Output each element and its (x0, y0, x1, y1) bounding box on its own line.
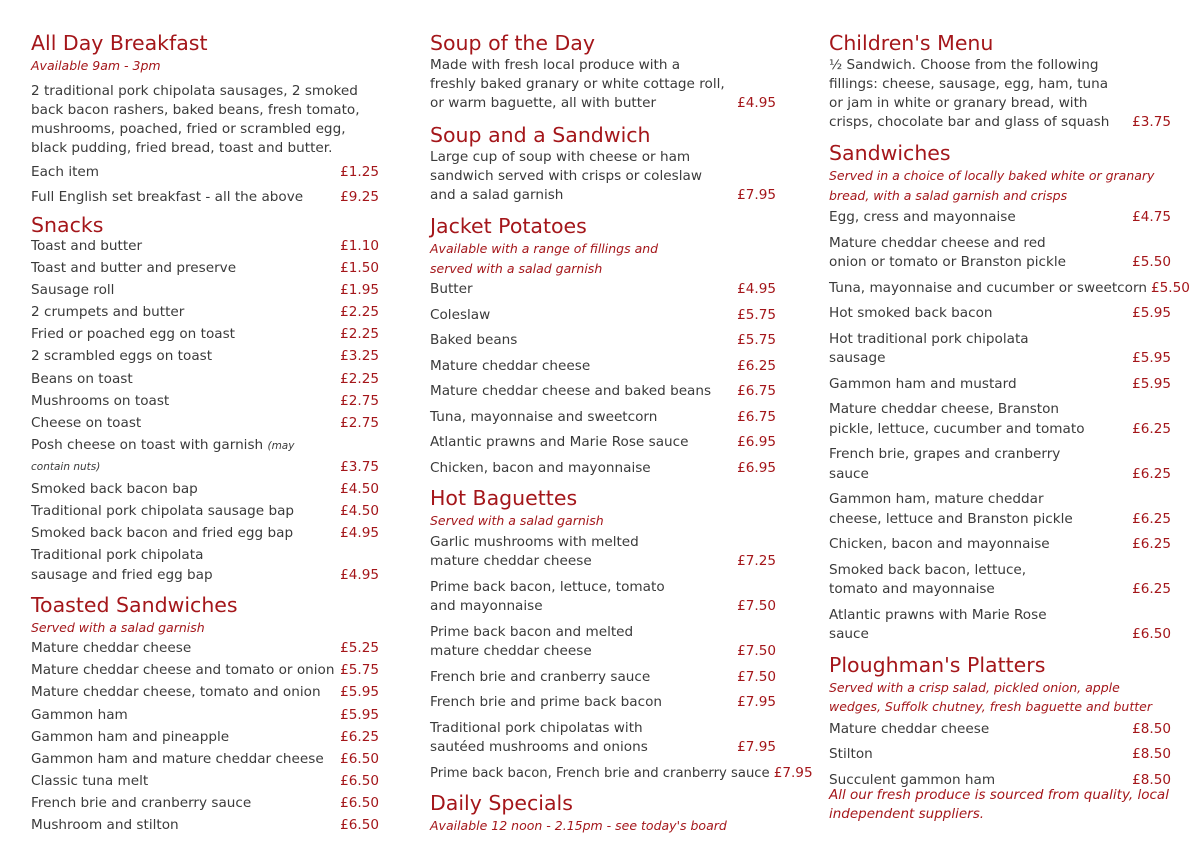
section-title: All Day Breakfast (31, 31, 208, 55)
section-subtitle: Served with a crisp salad, pickled onion, apple wedges, Suffolk chutney, fresh baguette and butter (829, 679, 1152, 714)
menu-item (829, 400, 1171, 439)
menu-item (430, 693, 776, 713)
item-price: £6.25 (737, 357, 776, 374)
item-name (829, 445, 1083, 484)
section-title: Sandwiches (829, 141, 951, 165)
item-name-text: Gammon ham and pineapple (31, 728, 230, 745)
section-snacks (31, 212, 379, 586)
item-name-text: Posh cheese on toast with garnish (31, 437, 264, 454)
item-name (31, 237, 340, 257)
item-price: £4.75 (1132, 209, 1171, 225)
item-price: £4.95 (340, 525, 379, 542)
section-sandwiches (829, 140, 1190, 645)
menu-item (829, 330, 1171, 369)
section-title: Toasted Sandwiches (31, 593, 238, 618)
item-name (829, 330, 1083, 369)
item-price: £5.75 (340, 662, 379, 679)
item-name (31, 303, 340, 323)
item-name (31, 706, 340, 726)
item-name-text: Cheese on toast (31, 415, 142, 431)
item-price: £6.95 (737, 459, 776, 476)
section-title: Daily Specials (430, 791, 573, 815)
menu-item (430, 719, 776, 758)
item-name (430, 357, 737, 377)
item-price: £5.75 (737, 332, 776, 348)
item-name-text: Classic tuna melt (31, 773, 149, 790)
item-price: £2.25 (340, 370, 379, 387)
item-price: £4.50 (340, 480, 379, 497)
section-all-day-breakfast (31, 30, 379, 208)
section-daily-specials (430, 790, 776, 836)
item-name (430, 408, 737, 428)
menu-item (829, 535, 1171, 555)
item-name (430, 578, 694, 617)
item-price: £1.25 (340, 163, 379, 180)
item-name (430, 533, 684, 572)
item-price: £6.50 (340, 817, 379, 834)
menu-item (31, 794, 379, 814)
item-price: £1.50 (340, 259, 379, 276)
item-name-text: Traditional pork chipolata sausage and fried egg bap (31, 547, 213, 583)
item-name-text: Mature cheddar cheese and red onion or tomato or Branston pickle (829, 234, 1067, 270)
item-name (31, 661, 340, 681)
item-name-text: Mature cheddar cheese (31, 639, 192, 656)
menu-item (31, 436, 379, 477)
item-name (31, 772, 340, 792)
item-name (430, 719, 689, 758)
item-name-text: Mature cheddar cheese (430, 357, 591, 374)
item-name-text: Egg, cress and mayonnaise (829, 209, 1016, 225)
item-name (430, 668, 694, 688)
item-price: £6.25 (340, 728, 379, 745)
menu-item (430, 280, 776, 300)
item-price: £7.95 (737, 187, 776, 203)
section-subtitle: Available 12 noon - 2.15pm - see today's board (430, 818, 727, 833)
item-price: £7.95 (737, 739, 776, 755)
section-toasted-sandwiches (31, 592, 379, 836)
menu-item (829, 720, 1171, 740)
item-name (31, 281, 340, 301)
item-name-text: Stilton (829, 746, 873, 762)
menu-item (430, 533, 776, 572)
item-price: £7.95 (737, 694, 776, 710)
item-name-text: Smoked back bacon, lettuce, tomato and mayonnaise (829, 561, 1027, 597)
item-name-text: Toast and butter (31, 237, 143, 254)
item-list (829, 720, 1171, 791)
section-title: Snacks (31, 212, 104, 237)
menu-item (829, 208, 1171, 228)
item-list (430, 280, 776, 478)
menu-item (31, 816, 379, 836)
item-name-text: Mushrooms on toast (31, 392, 170, 409)
item-price: £3.75 (1132, 114, 1171, 130)
item-name (31, 480, 340, 500)
section-description: 2 traditional pork chipolata sausages, 2 smoked back bacon rashers, baked beans, fresh tomato, mushrooms, poached, fried or scrambled egg, black pudding, fried bread, toast and butter. (31, 82, 360, 156)
item-price: £7.95 (773, 764, 813, 781)
item-name (31, 524, 340, 544)
section-description-row (829, 56, 1171, 132)
item-price: £2.25 (340, 304, 379, 321)
menu-item (829, 490, 1171, 529)
section-title: Jacket Potatoes (430, 214, 587, 238)
item-name-text: Gammon ham (31, 706, 128, 723)
item-name-text: Gammon ham and mature cheddar cheese (31, 750, 324, 767)
item-name (31, 502, 340, 522)
item-name-text: Garlic mushrooms with melted mature cheddar cheese (430, 533, 639, 569)
menu-item (31, 370, 379, 390)
item-price: £5.95 (340, 706, 379, 723)
item-name (31, 750, 340, 770)
item-name-text: Tuna, mayonnaise and cucumber or sweetcorn (829, 279, 1147, 296)
menu-item (829, 445, 1171, 484)
item-name (31, 728, 340, 748)
item-price: £5.95 (340, 684, 379, 701)
item-price: £7.50 (737, 643, 776, 659)
item-price: £5.75 (737, 306, 776, 323)
menu-item (430, 764, 813, 784)
item-name (430, 433, 737, 453)
section-title: Soup and a Sandwich (430, 123, 651, 147)
item-name (31, 188, 340, 208)
menu-item (31, 188, 379, 208)
menu-item (31, 728, 379, 748)
section-title: Hot Baguettes (430, 486, 578, 510)
menu-item (31, 259, 379, 279)
menu-item (31, 325, 379, 345)
menu-item (31, 546, 379, 585)
menu-item (31, 683, 379, 703)
menu-item (430, 408, 776, 428)
item-price: £2.25 (340, 326, 379, 343)
menu-item (31, 303, 379, 323)
section-description: Made with fresh local produce with a freshly baked granary or white cottage roll, or warm baguette, all with butter (430, 57, 725, 111)
item-name (31, 683, 340, 703)
menu-item (31, 281, 379, 301)
menu-item (31, 772, 379, 792)
menu-item (31, 392, 379, 412)
item-name-text: Coleslaw (430, 306, 491, 323)
item-name (430, 764, 774, 784)
item-name (829, 234, 1078, 273)
item-name (430, 459, 737, 479)
section-childrens-menu (829, 30, 1171, 132)
section-title: Soup of the Day (430, 31, 595, 55)
item-name (31, 546, 255, 585)
item-name-text: Mature cheddar cheese (829, 720, 990, 737)
item-price: £5.95 (1132, 375, 1171, 392)
item-name (430, 331, 737, 351)
section-description: Large cup of soup with cheese or ham sandwich served with crisps or coleslaw and a salad garnish (430, 149, 702, 203)
item-name-text: Hot smoked back bacon (829, 305, 993, 321)
menu-item (31, 347, 379, 367)
section-soup-and-sandwich (430, 122, 776, 205)
item-price: £6.25 (1132, 536, 1171, 552)
item-name-text: Full English set breakfast - all the above (31, 189, 304, 205)
item-name-text: Atlantic prawns and Marie Rose sauce (430, 434, 689, 450)
section-ploughmans-platters (829, 652, 1171, 791)
item-price: £6.25 (1132, 420, 1171, 437)
menu-item (31, 237, 379, 257)
item-name (829, 720, 1132, 740)
item-price: £5.95 (1132, 305, 1171, 321)
item-name (31, 392, 340, 412)
menu-item (430, 623, 776, 662)
item-name-text: Smoked back bacon bap (31, 480, 198, 497)
menu-item (430, 382, 776, 402)
item-name (31, 414, 340, 434)
item-name-text: 2 scrambled eggs on toast (31, 348, 213, 365)
section-title: Ploughman's Platters (829, 652, 1046, 677)
item-note: (may contain nuts) (31, 440, 295, 473)
menu-item (829, 304, 1171, 324)
item-list (430, 533, 813, 784)
item-price: £6.50 (340, 773, 379, 790)
item-price: £4.95 (340, 566, 379, 583)
item-name (829, 304, 1083, 324)
item-name-text: Each item (31, 163, 100, 180)
menu-column-1 (31, 30, 379, 843)
menu-item (430, 306, 776, 326)
menu-item (430, 578, 776, 617)
menu-item (430, 459, 776, 479)
item-price: £1.10 (340, 237, 379, 254)
menu-item (31, 502, 379, 522)
item-name-text: French brie and cranberry sauce (31, 795, 252, 812)
section-hot-baguettes (430, 485, 813, 783)
menu-item (31, 639, 379, 659)
menu-item (31, 524, 379, 544)
menu-column-3 (829, 30, 1190, 797)
menu-item (31, 163, 379, 183)
item-list (31, 237, 379, 586)
menu-item (31, 750, 379, 770)
item-name-text: Chicken, bacon and mayonnaise (829, 536, 1050, 552)
item-name (31, 816, 340, 836)
item-price: £6.75 (737, 408, 776, 425)
item-name-text: 2 crumpets and butter (31, 304, 185, 321)
item-name-text: Traditional pork chipolata sausage bap (31, 503, 295, 520)
item-name-text: Mature cheddar cheese and baked beans (430, 383, 712, 399)
item-price: £8.50 (1132, 771, 1171, 788)
item-price: £7.50 (737, 668, 776, 685)
item-price: £7.25 (737, 553, 776, 569)
item-name-text: Prime back bacon, French brie and cranberry sauce (430, 765, 770, 781)
item-name (31, 794, 340, 814)
item-price: £6.50 (340, 750, 379, 767)
item-price: £6.50 (340, 795, 379, 812)
item-price: £6.50 (1132, 626, 1171, 642)
item-name (31, 436, 340, 477)
item-name-text: Smoked back bacon and fried egg bap (31, 525, 294, 542)
item-price: £6.75 (737, 383, 776, 399)
item-name-text: Gammon ham and mustard (829, 375, 1017, 392)
item-list (31, 639, 379, 836)
item-price: £6.25 (1132, 465, 1171, 482)
menu-item (430, 668, 776, 688)
section-description: ½ Sandwich. Choose from the following fillings: cheese, sausage, egg, ham, tuna or jam in white or granary bread, with crisps, chocolate bar and glass of squash (829, 57, 1110, 130)
item-price: £4.95 (737, 281, 776, 297)
item-name (829, 535, 1083, 555)
item-name-text: Toast and butter and preserve (31, 259, 237, 276)
item-name-text: Mature cheddar cheese, tomato and onion (31, 684, 321, 701)
item-name-text: Prime back bacon, lettuce, tomato and mayonnaise (430, 578, 665, 614)
item-name-text: Beans on toast (31, 370, 133, 387)
item-name (430, 306, 737, 326)
menu-item (829, 745, 1171, 765)
menu-item (31, 480, 379, 500)
section-subtitle: Available with a range of fillings and served with a salad garnish (430, 241, 659, 276)
item-name (31, 639, 340, 659)
item-name (430, 693, 694, 713)
item-price: £9.25 (340, 189, 379, 205)
section-subtitle: Served with a salad garnish (430, 513, 604, 528)
item-price: £4.95 (737, 95, 776, 111)
item-name-text: Succulent gammon ham (829, 771, 996, 788)
item-name-text: Atlantic prawns with Marie Rose sauce (829, 606, 1047, 642)
item-name (829, 606, 1083, 645)
menu-item (430, 331, 776, 351)
menu-item (430, 433, 776, 453)
item-name (31, 259, 340, 279)
item-price: £3.25 (340, 348, 379, 365)
item-list (829, 208, 1190, 645)
item-name-text: Mushroom and stilton (31, 817, 179, 834)
item-price: £6.25 (1132, 510, 1171, 527)
item-name-text: Tuna, mayonnaise and sweetcorn (430, 408, 658, 425)
section-subtitle: Available 9am - 3pm (31, 58, 161, 73)
item-name (430, 623, 674, 662)
item-price: £8.50 (1132, 746, 1171, 762)
sourcing-note: All our fresh produce is sourced from quality, local independent suppliers. (829, 787, 1169, 822)
section-subtitle: Served with a salad garnish (31, 620, 205, 636)
item-name-text: Hot traditional pork chipolata sausage (829, 330, 1029, 366)
item-name (829, 400, 1093, 439)
menu-item (829, 375, 1171, 395)
item-price: £2.75 (340, 415, 379, 431)
section-subtitle: Served in a choice of locally baked white or granary bread, with a salad garnish and crisps (829, 168, 1155, 203)
item-name-text: Baked beans (430, 332, 518, 348)
item-price: £6.25 (1132, 581, 1171, 597)
section-description-row (430, 148, 776, 205)
item-name-text: Fried or poached egg on toast (31, 326, 235, 343)
item-list (31, 163, 379, 208)
item-price: £5.25 (340, 639, 379, 656)
item-name-text: Traditional pork chipolatas with sautéed mushrooms and onions (430, 719, 648, 755)
item-price: £6.95 (737, 434, 776, 450)
menu-item (31, 706, 379, 726)
section-title: Children's Menu (829, 31, 994, 55)
item-price: £5.50 (1150, 279, 1190, 296)
menu-item (829, 279, 1190, 299)
item-name (430, 280, 737, 300)
item-price: £4.50 (340, 503, 379, 520)
item-name-text: Gammon ham, mature cheddar cheese, lettuce and Branston pickle (829, 491, 1073, 527)
menu-item (31, 661, 379, 681)
item-name-text: French brie and prime back bacon (430, 694, 662, 710)
menu-item (430, 357, 776, 377)
section-jacket-potatoes (430, 213, 776, 478)
menu-column-2 (430, 30, 813, 843)
item-name-text: Chicken, bacon and mayonnaise (430, 459, 651, 476)
item-name (430, 382, 737, 402)
item-name-text: French brie, grapes and cranberry sauce (829, 446, 1061, 482)
item-name (829, 375, 1083, 395)
item-name (31, 370, 340, 390)
item-name-text: Prime back bacon and melted mature cheddar cheese (430, 623, 634, 659)
item-price: £5.50 (1132, 254, 1171, 270)
item-name-text: French brie and cranberry sauce (430, 668, 651, 685)
item-price: £7.50 (737, 598, 776, 614)
item-price: £5.95 (1132, 350, 1171, 366)
menu-item (829, 234, 1171, 273)
item-name-text: Sausage roll (31, 281, 115, 298)
item-name-text: Butter (430, 281, 473, 297)
item-name-text: Mature cheddar cheese and tomato or onion (31, 662, 335, 679)
item-name (829, 745, 1132, 765)
item-name (829, 490, 1088, 529)
item-name (829, 561, 1068, 600)
item-name (829, 208, 1083, 228)
item-price: £8.50 (1132, 720, 1171, 737)
item-name (31, 325, 340, 345)
item-price: £2.75 (340, 392, 379, 409)
menu-item (31, 414, 379, 434)
item-price: £3.75 (340, 458, 379, 475)
item-name-text: Mature cheddar cheese, Branston pickle, lettuce, cucumber and tomato (829, 401, 1085, 437)
item-name (31, 163, 340, 183)
section-soup-of-the-day (430, 30, 776, 113)
item-name (829, 279, 1151, 299)
menu-item (829, 606, 1171, 645)
item-price: £1.95 (340, 281, 379, 298)
menu-item (829, 561, 1171, 600)
section-description-row (430, 56, 776, 113)
item-name (31, 347, 340, 367)
